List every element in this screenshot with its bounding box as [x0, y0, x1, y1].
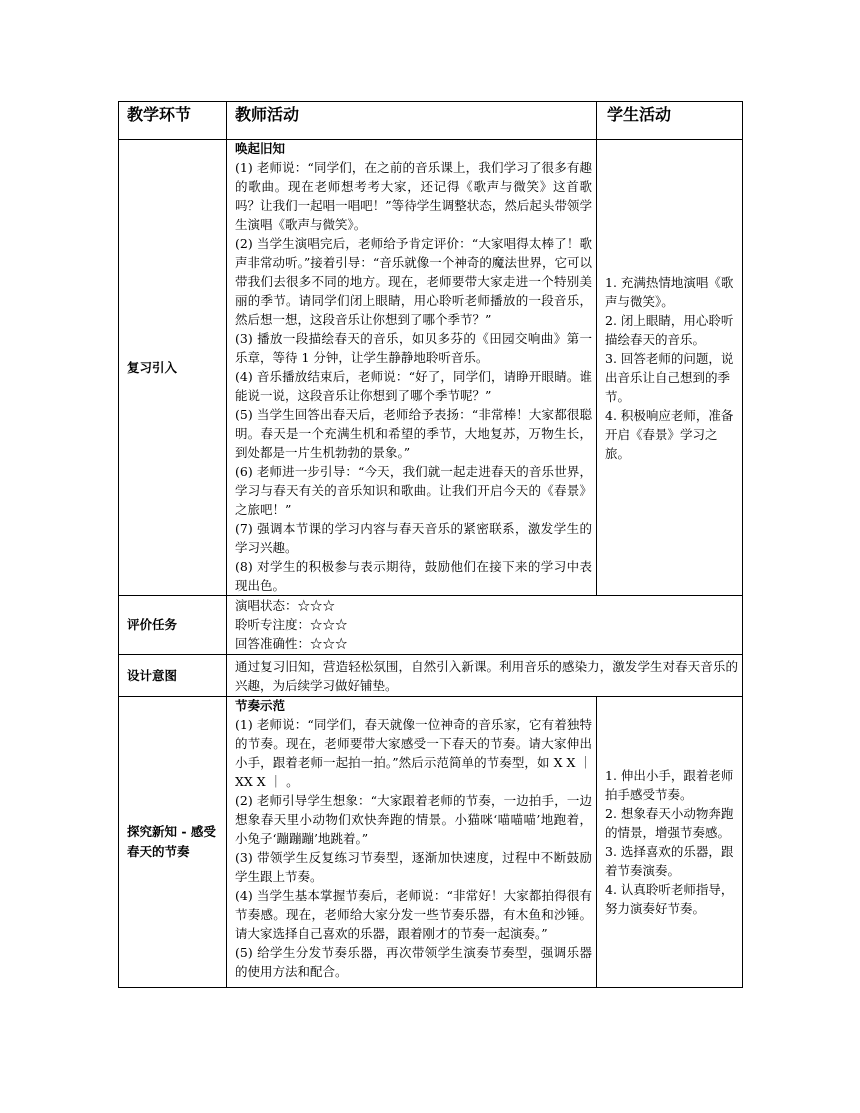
review-student-item: 4. 积极响应老师，准备开启《春景》学习之旅。: [605, 407, 734, 461]
review-student-cell: [597, 140, 743, 596]
explore-teacher-cell: [227, 697, 597, 988]
review-subtitle: 唤起旧知: [235, 141, 286, 156]
design-row: [119, 655, 743, 697]
header-row: [119, 102, 743, 140]
explore-student-item: 2. 想象春天小动物奔跑的情景，增强节奏感。: [605, 806, 734, 840]
review-stage: 复习引入: [119, 140, 227, 596]
explore-teacher-step: (1) 老师说：“同学们，春天就像一位神奇的音乐家，它有着独特的节奏。现在，老师要带大家感受一下春天的节奏。请大家伸出小手，跟着老师一起拍一拍。”然后示范简单的节奏型，如 X X ｜ XX X ｜ 。: [235, 717, 592, 789]
explore-subtitle: 节奏示范: [235, 698, 286, 713]
review-row: [119, 140, 743, 596]
evaluation-row: [119, 596, 743, 655]
review-student-item: 1. 充满热情地演唱《歌声与微笑》。: [605, 274, 734, 309]
review-teacher-step: (1) 老师说：“同学们，在之前的音乐课上，我们学习了很多有趣的歌曲。现在老师想考考大家，还记得《歌声与微笑》这首歌吗？让我们一起唱一唱吧！”等待学生调整状态，然后起头带领学生演唱《歌声与微笑》。: [235, 160, 592, 232]
review-teacher-step: (6) 老师进一步引导：“今天，我们就一起走进春天的音乐世界，学习与春天有关的音乐知识和歌曲。让我们开启今天的《春景》之旅吧！”: [235, 464, 592, 517]
evaluation-item: 聆听专注度：☆☆☆: [235, 617, 348, 632]
explore-student-item: 1. 伸出小手，跟着老师拍手感受节奏。: [605, 768, 734, 802]
header-teacher: 教师活动: [235, 105, 300, 124]
evaluation-stage: 评价任务: [119, 596, 227, 655]
review-teacher-step: (3) 播放一段描绘春天的音乐，如贝多芬的《田园交响曲》第一乐章，等待 1 分钟，让学生静静地聆听音乐。: [235, 331, 592, 365]
header-student: 学生活动: [607, 105, 672, 124]
explore-teacher-step: (2) 老师引导学生想象：“大家跟着老师的节奏，一边拍手，一边想象春天里小动物们欢快奔跑的情景。小猫咪‘喵喵喵’地跑着，小兔子‘蹦蹦蹦’地跳着。”: [235, 793, 592, 846]
explore-row: [119, 697, 743, 988]
design-cell: [227, 655, 743, 697]
explore-teacher-step: (4) 当学生基本掌握节奏后，老师说：“非常好！大家都拍得很有节奏感。现在，老师给大家分发一些节奏乐器，有木鱼和沙锤。请大家选择自己喜欢的乐器，跟着刚才的节奏一起演奏。”: [235, 888, 592, 941]
evaluation-cell: [227, 596, 743, 655]
header-stage: 教学环节: [127, 105, 192, 124]
explore-stage: 探究新知 - 感受春天的节奏: [119, 697, 227, 988]
evaluation-item: 演唱状态：☆☆☆: [235, 598, 336, 613]
explore-teacher-step: (5) 给学生分发节奏乐器，再次带领学生演奏节奏型，强调乐器的使用方法和配合。: [235, 945, 592, 979]
explore-student-item: 3. 选择喜欢的乐器，跟着节奏演奏。: [605, 844, 734, 878]
explore-student-item: 4. 认真聆听老师指导，努力演奏好节奏。: [605, 882, 734, 916]
design-text: 通过复习旧知，营造轻松氛围，自然引入新课。利用音乐的感染力，激发学生对春天音乐的兴趣，为后续学习做好铺垫。: [235, 658, 738, 693]
evaluation-item: 回答准确性：☆☆☆: [235, 636, 348, 651]
review-student-item: 2. 闭上眼睛，用心聆听描绘春天的音乐。: [605, 312, 734, 347]
review-teacher-step: (4) 音乐播放结束后，老师说：“好了，同学们，请睁开眼睛。谁能说一说，这段音乐让你想到了哪个季节呢？”: [235, 369, 592, 403]
review-teacher-step: (5) 当学生回答出春天后，老师给予表扬：“非常棒！大家都很聪明。春天是一个充满生机和希望的季节，大地复苏，万物生长，到处都是一片生机勃勃的景象。”: [235, 407, 592, 460]
review-student-item: 3. 回答老师的问题，说出音乐让自己想到的季节。: [605, 350, 734, 404]
review-teacher-cell: [227, 140, 597, 596]
header-stage-cell: [119, 102, 227, 140]
review-teacher-step: (7) 强调本节课的学习内容与春天音乐的紧密联系，激发学生的学习兴趣。: [235, 521, 592, 555]
design-stage: 设计意图: [119, 655, 227, 697]
header-student-cell: [597, 102, 743, 140]
review-teacher-step: (8) 对学生的积极参与表示期待，鼓励他们在接下来的学习中表现出色。: [235, 559, 592, 593]
review-teacher-step: (2) 当学生演唱完后，老师给予肯定评价：“大家唱得太棒了！歌声非常动听。”接着引导：“音乐就像一个神奇的魔法世界，它可以带我们去很多不同的地方。现在，老师要带大家走进一个特别美丽的季节。请同学们闭上眼睛，用心聆听老师播放的一段音乐，然后想一想，这段音乐让你想到了哪个季节？”: [235, 236, 592, 327]
explore-teacher-step: (3) 带领学生反复练习节奏型，逐渐加快速度，过程中不断鼓励学生跟上节奏。: [235, 850, 592, 884]
explore-student-cell: [597, 697, 743, 988]
lesson-plan-table: [118, 101, 743, 988]
header-teacher-cell: [227, 102, 597, 140]
